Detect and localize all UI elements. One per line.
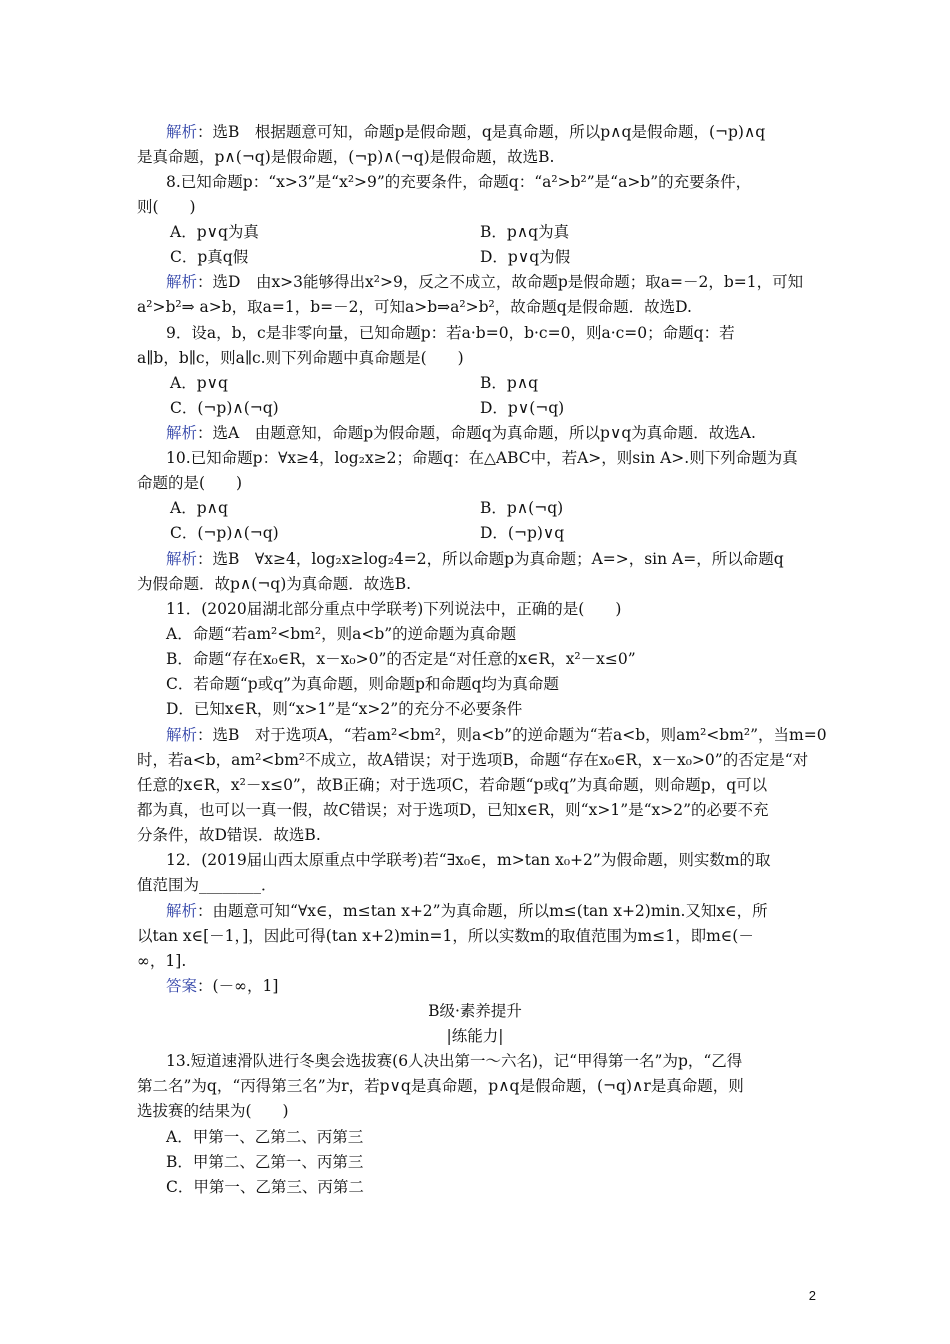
analysis-line bbox=[166, 270, 803, 295]
analysis-line bbox=[166, 421, 756, 446]
question-10: 10.已知命题p：∀x≥4，log₂x≥2；命题q：在△ABC中，若A>，则sin A>.则下列命题为真 bbox=[166, 449, 798, 467]
text: ：选B 根据题意可知，命题p是假命题，q是真命题，所以p∧q是假命题，(¬p)∧q bbox=[197, 123, 766, 141]
text: ：选D 由x>3能够得出x²>9，反之不成立，故命题p是假命题；取a=－2，b=1，可知 bbox=[197, 273, 804, 291]
option-d: D．(¬p)∨q bbox=[480, 524, 565, 542]
question-13: 13.短道速滑队进行冬奥会选拔赛(6人决出第一～六名)，记“甲得第一名”为p，“乙得 bbox=[166, 1052, 743, 1070]
text-line: 命题的是( ) bbox=[137, 474, 243, 492]
option-b: B．p∧q为真 bbox=[480, 223, 570, 241]
option-row bbox=[170, 371, 930, 396]
analysis-line bbox=[166, 547, 784, 572]
text-line: 时，若a<b，am²<bm²不成立，故A错误；对于选项B，命题“存在x₀∈R，x－x₀>0”的否定是“对 bbox=[137, 751, 809, 769]
question-11: 11．(2020届湖北部分重点中学联考)下列说法中，正确的是( ) bbox=[166, 600, 622, 618]
text-line: ∞，1]. bbox=[137, 952, 187, 970]
answer-label: 答案 bbox=[166, 977, 198, 995]
option-row bbox=[170, 245, 930, 270]
text: ：选B ∀x≥4，log₂x≥log₂4=2，所以命题p为真命题；A=>，sin A=，所以命题q bbox=[197, 550, 784, 568]
text-line: 则( ) bbox=[137, 198, 196, 216]
option-b: B．p∧q bbox=[480, 374, 539, 392]
analysis-label: 解析 bbox=[166, 424, 198, 442]
text: ：选A 由题意知，命题p为假命题，命题q为真命题，所以p∨q为真命题．故选A. bbox=[197, 424, 756, 442]
question-8: 8.已知命题p：“x>3”是“x²>9”的充要条件，命题q：“a²>b²”是“a>b”的充要条件， bbox=[166, 173, 752, 191]
text-line: 分条件，故D错误．故选B. bbox=[137, 826, 321, 844]
option-c: C．若命题“p或q”为真命题，则命题p和命题q均为真命题 bbox=[166, 675, 559, 693]
analysis-line bbox=[166, 723, 827, 748]
analysis-label: 解析 bbox=[166, 726, 198, 744]
answer-text: ：(－∞，1] bbox=[197, 977, 279, 995]
text-line: 为假命题．故p∧(¬q)为真命题．故选B. bbox=[137, 575, 412, 593]
text-line: 是真命题，p∧(¬q)是假命题，(¬p)∧(¬q)是假命题，故选B. bbox=[137, 148, 555, 166]
question-9: 9．设a，b，c是非零向量，已知命题p：若a·b=0，b·c=0，则a·c=0；命题q：若 bbox=[166, 324, 735, 342]
text-line: 任意的x∈R，x²－x≤0”，故B正确；对于选项C，若命题“p或q”为真命题，则命题p，q可以 bbox=[137, 776, 768, 794]
text-line: a²>b²⇒ a>b，取a=1，b=－2，可知a>b⇒a²>b²，故命题q是假命题．故选D. bbox=[137, 298, 692, 316]
option-c: C．(¬p)∧(¬q) bbox=[170, 399, 279, 417]
section-subheading: |练能力| bbox=[446, 1027, 504, 1045]
section-heading: B级·素养提升 bbox=[428, 1002, 522, 1020]
option-a: A．p∨q bbox=[170, 374, 228, 392]
analysis-label: 解析 bbox=[166, 123, 198, 141]
option-a: A．p∨q为真 bbox=[170, 223, 259, 241]
analysis-line bbox=[166, 899, 768, 924]
text: ：由题意可知“∀x∈，m≤tan x+2”为真命题，所以m≤(tan x+2)min.又知x∈，所 bbox=[197, 902, 768, 920]
option-a: A．p∧q bbox=[170, 499, 228, 517]
option-c: C．p真q假 bbox=[170, 248, 249, 266]
option-b: B．p∧(¬q) bbox=[480, 499, 564, 517]
text-line: 以tan x∈[－1，]，因此可得(tan x+2)min=1，所以实数m的取值范围为m≤1，即m∈(－ bbox=[137, 927, 754, 945]
option-row bbox=[170, 220, 930, 245]
text-line: 第二名”为q，“丙得第三名”为r，若p∨q是真命题，p∧q是假命题，(¬q)∧r是真命题，则 bbox=[137, 1077, 744, 1095]
option-row bbox=[170, 496, 930, 521]
text-line: a∥b，b∥c，则a∥c.则下列命题中真命题是( ) bbox=[137, 349, 464, 367]
text-line: 选拔赛的结果为( ) bbox=[137, 1102, 289, 1120]
text-line: 都为真，也可以一真一假，故C错误；对于选项D，已知x∈R，则“x>1”是“x>2”的必要不充 bbox=[137, 801, 769, 819]
option-b: B．命题“存在x₀∈R，x－x₀>0”的否定是“对任意的x∈R，x²－x≤0” bbox=[166, 650, 636, 668]
text: ：选B 对于选项A，“若am²<bm²，则a<b”的逆命题为“若a<b，则am²<bm²”，当m=0 bbox=[197, 726, 827, 744]
option-d: D．已知x∈R，则“x>1”是“x>2”的充分不必要条件 bbox=[166, 700, 523, 718]
text-line: 值范围为________． bbox=[137, 876, 277, 894]
analysis-label: 解析 bbox=[166, 273, 198, 291]
analysis-label: 解析 bbox=[166, 902, 198, 920]
option-row bbox=[170, 521, 930, 546]
analysis-label: 解析 bbox=[166, 550, 198, 568]
option-a: A．甲第一、乙第二、丙第三 bbox=[166, 1128, 364, 1146]
option-a: A．命题“若am²<bm²，则a<b”的逆命题为真命题 bbox=[166, 625, 517, 643]
question-12: 12．(2019届山西太原重点中学联考)若“∃x₀∈，m>tan x₀+2”为假命题，则实数m的取 bbox=[166, 851, 771, 869]
answer-line bbox=[166, 974, 278, 999]
option-c: C．(¬p)∧(¬q) bbox=[170, 524, 279, 542]
option-c: C．甲第一、乙第三、丙第二 bbox=[166, 1178, 364, 1196]
page-number: 2 bbox=[808, 1288, 816, 1303]
analysis-line bbox=[166, 120, 765, 145]
option-d: D．p∨(¬q) bbox=[480, 399, 565, 417]
option-row bbox=[170, 396, 930, 421]
option-d: D．p∨q为假 bbox=[480, 248, 571, 266]
option-b: B．甲第二、乙第一、丙第三 bbox=[166, 1153, 364, 1171]
